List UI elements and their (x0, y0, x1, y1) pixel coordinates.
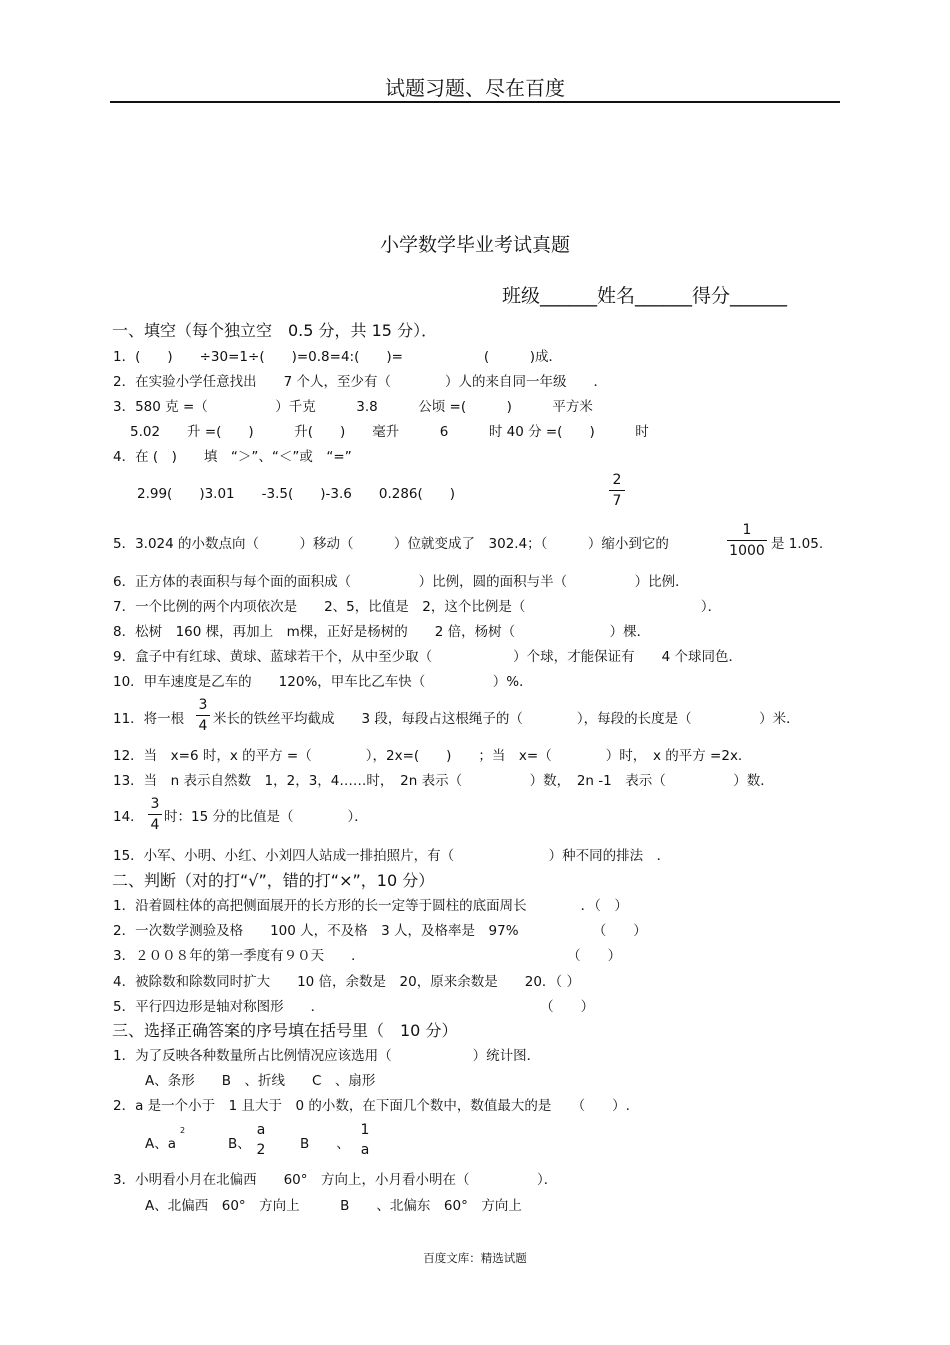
question-1-13: 13．当 n 表示自然数 1，2，3，4……时， 2n 表示（ ）数， 2n -1 表示（ ）数． (113, 773, 774, 789)
fraction-denominator: 4 (148, 814, 162, 835)
fraction-a-2 (254, 1120, 268, 1160)
fraction-numerator: 3 (150, 796, 160, 812)
question-1-7: 7．一个比例的两个内项依次是 2、5，比值是 2，这个比例是（ ）． (113, 599, 722, 615)
choice-1: 1．为了反映各种数量所占比例情况应该选用（ ）统计图． (113, 1048, 541, 1064)
fraction-3-4-b (148, 794, 162, 835)
question-1-12: 12．当 x=6 时，x 的平方 =（ ），2x=( ) ；当 x=（ ）时， x 的平方 =2x. (113, 748, 743, 764)
judge-5: 5．平行四边形是轴对称图形 ． （ ） (113, 999, 595, 1015)
fraction-denominator: 4 (196, 715, 210, 736)
page-footer: 百度文库：精选试题 (423, 1251, 527, 1265)
question-1-15: 15．小军、小明、小红、小刘四人站成一排拍照片，有（ ）种不同的排法 ． (113, 848, 671, 864)
fraction-1-a (358, 1120, 372, 1160)
question-1-5-end: 是 1.05. (771, 536, 824, 552)
fraction-numerator: 1 (360, 1122, 370, 1138)
question-1-11: 11．将一根 (113, 711, 185, 727)
question-1-5: 5．3.024 的小数点向（ ）移动（ ）位就变成了 302.4；（ ）缩小到它的 (113, 536, 669, 552)
fraction-2-7 (609, 470, 625, 511)
section-choice-heading: 三、选择正确答案的序号填在括号里（ 10 分） (112, 1021, 458, 1040)
fraction-denominator: 2 (256, 1142, 266, 1158)
choice-2-option-c: B 、 (300, 1136, 350, 1152)
question-1-2: 2．在实验小学任意找出 7 个人，至少有（ ）人的来自同一年级 ． (113, 374, 607, 390)
fraction-denominator: 1000 (727, 540, 767, 561)
judge-4: 4．被除数和除数同时扩大 10 倍，余数是 20，原来余数是 20．（ ） (113, 974, 580, 990)
question-1-6: 6．正方体的表面积与每个面的面积成（ ）比例，圆的面积与半（ ）比例． (113, 574, 689, 590)
fraction-3-4 (196, 695, 210, 736)
fraction-numerator: 3 (198, 697, 208, 713)
choice-3-options: A、北偏西 60° 方向上 B 、北偏东 60° 方向上 (145, 1198, 522, 1214)
question-1-10: 10．甲车速度是乙车的 120%，甲车比乙车快（ ）%． (113, 674, 533, 690)
fraction-numerator: a (256, 1122, 266, 1138)
section-judge-heading: 二、判断（对的打“√”，错的打“×”，10 分） (112, 871, 435, 890)
choice-2-option-a: A、a (145, 1136, 177, 1152)
fraction-1-1000 (727, 520, 767, 561)
question-1-11-cont: 米长的铁丝平均截成 3 段，每段占这根绳子的（ ），每段的长度是（ ）米． (213, 711, 800, 727)
judge-1: 1．沿着圆柱体的高把侧面展开的长方形的长一定等于圆柱的底面周长 ．（ ） (113, 898, 628, 914)
question-1-4-items: 2.99( )3.01 -3.5( )-3.6 0.286( ) (137, 486, 456, 502)
student-info-line: 班级______姓名______得分______ (502, 285, 788, 307)
fraction-numerator: 2 (612, 472, 622, 488)
question-1-4: 4．在 ( ) 填 “＞”、“＜”或 “=” (113, 449, 352, 465)
fraction-numerator: 1 (742, 522, 752, 538)
question-1-14: 14． (113, 809, 144, 825)
judge-2: 2．一次数学测验及格 100 人，不及格 3 人，及格率是 97% （ ） (113, 923, 647, 939)
question-1-8: 8．松树 160 棵，再加上 m棵，正好是杨树的 2 倍，杨树（ ）棵． (113, 624, 651, 640)
question-1-9: 9．盒子中有红球、黄球、蓝球若干个，从中至少取（ ）个球，才能保证有 4 个球同色． (113, 649, 742, 665)
choice-1-options: A、条形 B 、折线 C 、扇形 (145, 1073, 376, 1089)
section-fill-in-heading: 一、填空（每个独立空 0.5 分，共 15 分）． (112, 321, 438, 340)
choice-3: 3．小明看小月在北偏西 60° 方向上，小月看小明在（ ）． (113, 1172, 558, 1188)
question-1-14-cont: 时：15 分的比值是（ ）． (164, 809, 368, 825)
judge-3: 3．２００８年的第一季度有９０天 ． （ ） (113, 948, 622, 964)
choice-2-option-a-exponent: 2 (180, 1126, 186, 1135)
question-1-3-cont: 5.02 升 =( ) 升( ) 毫升 6 时 40 分 =( ) 时 (130, 424, 649, 440)
choice-2: 2．a 是一个小于 1 且大于 0 的小数，在下面几个数中，数值最大的是 （ ）. (113, 1098, 630, 1114)
choice-2-option-b: B、 (228, 1136, 251, 1152)
question-1-1: 1．( ) ÷30=1÷( )=0.8=4:( )= ( )成． (113, 349, 562, 365)
question-1-3: 3．580 克 =（ ）千克 3.8 公顷 =( ) 平方米 (113, 399, 593, 415)
exam-title: 小学数学毕业考试真题 (379, 234, 570, 256)
page-header-title: 试题习题、尽在百度 (385, 76, 565, 100)
fraction-denominator: 7 (609, 490, 625, 511)
fraction-denominator: a (360, 1142, 370, 1158)
header-divider (110, 101, 840, 103)
